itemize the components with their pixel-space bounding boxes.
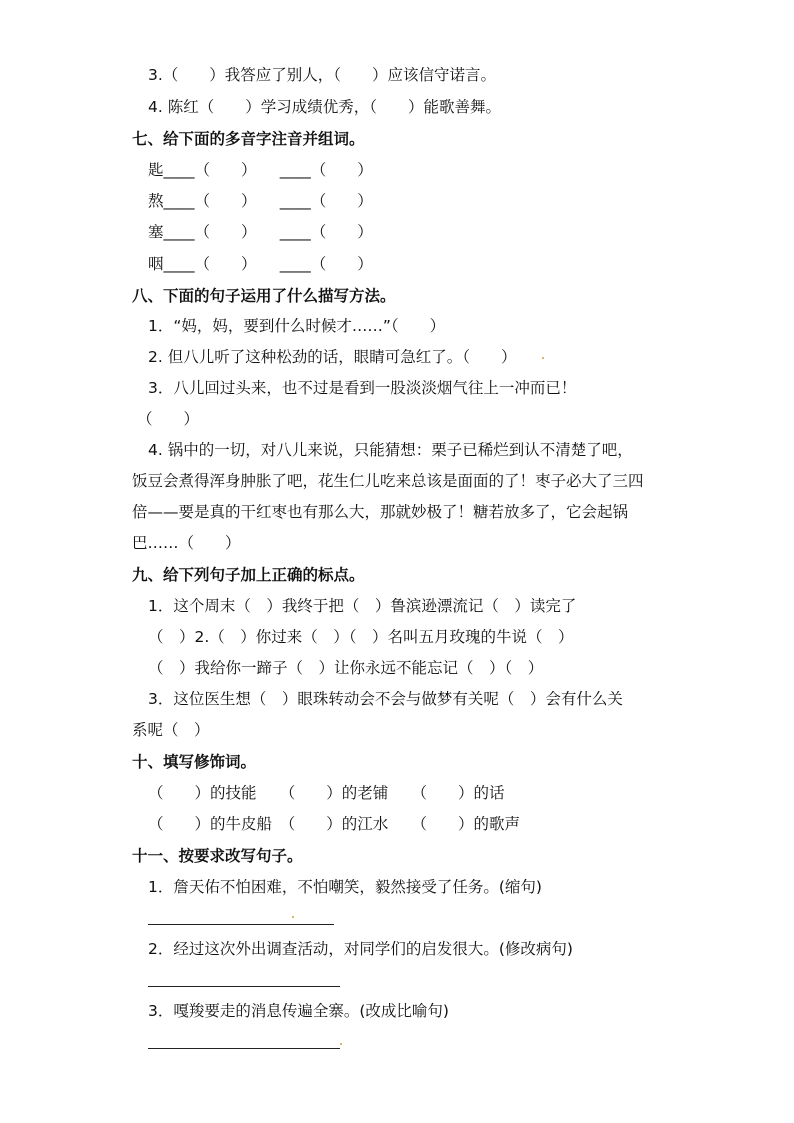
q11-item-3-answer-line (148, 1048, 340, 1049)
q8-item-4-line-4: 巴……（ ） (132, 534, 241, 552)
q9-item-2-line-2: （ ）我给你一蹄子（ ）让你永远不能忘记（ ）（ ） (148, 659, 544, 677)
section-7-heading: 七、给下面的多音字注音并组词。 (132, 130, 365, 148)
stray-mark (340, 1043, 342, 1045)
q8-item-4-line-3: 倍——要是真的干红枣也有那么大，那就妙极了！糖若放多了，它会起锅 (132, 503, 629, 521)
q8-item-4-line-2: 饭豆会煮得浑身肿胀了吧，花生仁儿吃来总该是面面的了！枣子必大了三四 (132, 472, 644, 490)
q7-row-3: 塞____（ ） ____（ ） (148, 223, 373, 241)
section-9-heading: 九、给下列句子加上正确的标点。 (132, 566, 365, 584)
q8-item-4-line-1: 4. 锅中的一切，对八儿来说，只能猜想：栗子已稀烂到认不清楚了吧， (148, 441, 633, 459)
q7-row-4: 咽____（ ） ____（ ） (148, 255, 373, 273)
stray-mark (542, 357, 544, 359)
q9-item-3-line-1: 3．这位医生想（ ）眼珠转动会不会与做梦有关呢（ ）会有什么关 (148, 690, 623, 708)
q8-item-3: 3．八儿回过头来，也不过是看到一股淡淡烟气往上一冲而已！ (148, 379, 577, 397)
q8-item-1: 1．“妈，妈，要到什么时候才……”（ ） (148, 317, 446, 335)
q7-row-1: 匙____（ ） ____（ ） (148, 161, 373, 179)
q6-item-3: 3.（ ）我答应了别人，（ ）应该信守诺言。 (148, 66, 497, 84)
q11-item-2: 2．经过这次外出调查活动，对同学们的启发很大。(修改病句) (148, 940, 573, 958)
q11-item-1-answer-line (148, 924, 334, 925)
q9-item-2-line-1: （ ）2.（ ）你过来（ ）（ ）名叫五月玫瑰的牛说（ ） (148, 628, 574, 646)
q6-item-4: 4. 陈红（ ）学习成绩优秀，（ ）能歌善舞。 (148, 98, 501, 116)
q10-row-2: （ ）的牛皮船 （ ）的江水 （ ）的歌声 (148, 815, 521, 833)
q11-item-3: 3．嘎羧要走的消息传遍全寨。(改成比喻句) (148, 1002, 449, 1020)
q9-item-1: 1．这个周末（ ）我终于把（ ）鲁滨逊漂流记（ ）读完了 (148, 597, 577, 615)
q10-row-1: （ ）的技能 （ ）的老铺 （ ）的话 (148, 784, 505, 802)
q9-item-3-line-2: 系呢（ ） (132, 721, 210, 739)
q11-item-2-answer-line (148, 986, 340, 987)
stray-mark (292, 916, 294, 918)
q7-row-2: 熬____（ ） ____（ ） (148, 192, 373, 210)
q8-item-3-answer: （ ） (137, 410, 200, 428)
section-10-heading: 十、填写修饰词。 (132, 753, 257, 771)
q8-item-2: 2. 但八儿听了这种松劲的话，眼睛可急红了。（ ） (148, 348, 517, 366)
section-11-heading: 十一、按要求改写句子。 (132, 847, 303, 865)
section-8-heading: 八、下面的句子运用了什么描写方法。 (132, 287, 396, 305)
q11-item-1: 1．詹天佑不怕困难，不怕嘲笑，毅然接受了任务。(缩句) (148, 878, 542, 896)
